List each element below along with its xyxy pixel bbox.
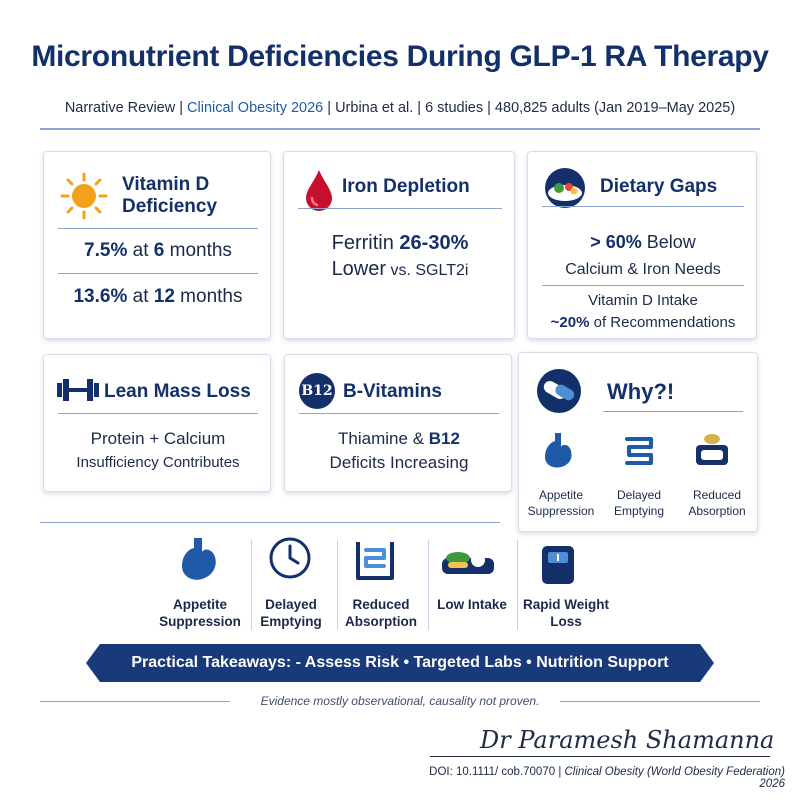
clock-icon (268, 536, 312, 580)
dietary-stat-2: Vitamin D Intake ~20% of Recommendations (550, 292, 736, 331)
b-vitamins-title: B-Vitamins (343, 381, 442, 402)
mechanism-appetite: Appetite Suppression (159, 597, 241, 629)
mechanism-delayed: Delayed Emptying (260, 597, 322, 629)
mechanism-weight-loss: Rapid Weight Loss (523, 597, 609, 629)
card-vitamin-d (43, 151, 271, 339)
scale-icon (540, 544, 576, 586)
vitamin-d-stat-12mo: 13.6% at 12 months (73, 286, 243, 307)
subtitle-meta-1: Narrative Review | (64, 100, 188, 116)
bowl-icon (691, 429, 733, 471)
takeaways-banner: Practical Takeaways: - Assess Risk • Targeted Labs • Nutrition Support (100, 644, 700, 682)
why-item-1: Appetite Suppression (527, 488, 595, 518)
iron-stat: Ferritin 26-30% Lower vs. SGLT2i (331, 232, 469, 280)
food-plate-icon (540, 166, 590, 210)
stomach-icon (178, 536, 222, 584)
header-divider (40, 128, 760, 130)
why-item-2: Delayed Emptying (613, 488, 665, 518)
iron-title: Iron Depletion (342, 176, 470, 197)
subtitle-meta-2: | Urbina et al. | 6 studies | 480,825 adults (Jan 2019–May 2025) (323, 100, 736, 116)
mechanism-low-intake: Low Intake (437, 597, 507, 612)
author-signature: Dr Paramesh Shamanna (480, 726, 775, 754)
lean-mass-title: Lean Mass Loss (104, 381, 251, 402)
doi-citation: DOI: 10.1111/ cob.70070 | Clinical Obesity (World Obesity Federation) 2026 (429, 766, 785, 790)
dumbbell-icon (56, 377, 100, 403)
subtitle (0, 100, 800, 116)
sun-icon (60, 172, 108, 220)
card-lean-mass-loss (43, 354, 271, 492)
card-iron-depletion (283, 151, 515, 339)
why-title: Why?! (607, 379, 675, 404)
lean-mass-text: Protein + Calcium Insufficiency Contributes (76, 429, 240, 471)
evidence-footnote: Evidence mostly observational, causality not proven. (260, 694, 540, 708)
card-dietary-gaps (527, 151, 757, 339)
pills-icon (535, 367, 583, 415)
card-why (518, 352, 758, 532)
dietary-stat-1: > 60% Below Calcium & Iron Needs (565, 232, 721, 278)
vitamin-d-title: Vitamin D Deficiency (122, 174, 218, 217)
b-vitamins-text: Thiamine & B12 Deficits Increasing (329, 429, 469, 472)
vitamin-d-stat-6mo: 7.5% at 6 months (84, 240, 232, 261)
intestine-icon (619, 431, 659, 471)
mechanism-absorption: Reduced Absorption (345, 597, 417, 629)
intestine-icon (352, 538, 398, 582)
card-b-vitamins (284, 354, 512, 492)
meal-tray-icon (440, 546, 496, 578)
subtitle-journal: Clinical Obesity 2026 (187, 100, 324, 116)
blood-drop-icon (302, 168, 336, 212)
stomach-icon (541, 431, 577, 471)
b12-badge-icon: B12 (299, 373, 335, 409)
dietary-title: Dietary Gaps (600, 176, 718, 197)
page-title: Micronutrient Deficiencies During GLP-1 RA Therapy (31, 40, 769, 73)
why-item-3: Reduced Absorption (688, 488, 746, 518)
